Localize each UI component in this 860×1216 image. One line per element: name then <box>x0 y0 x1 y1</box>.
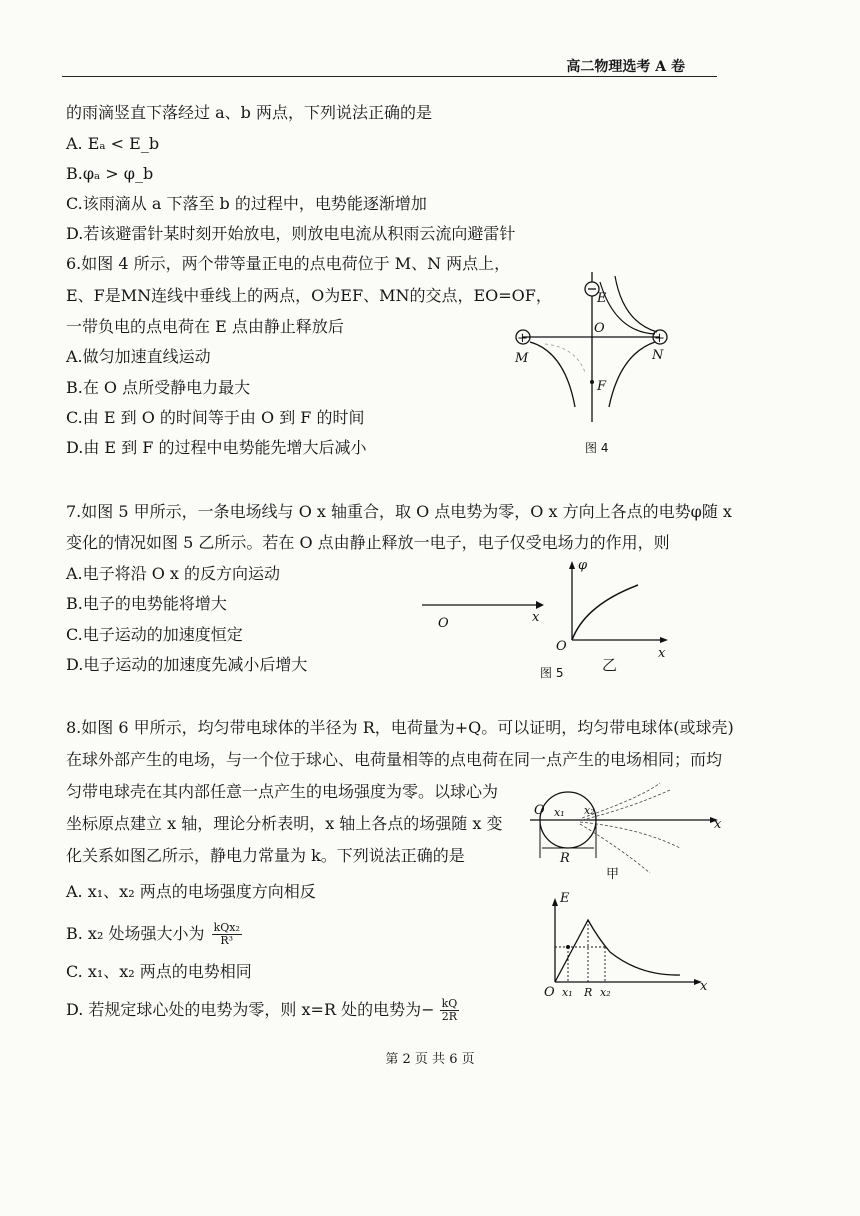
q5-option-c: C.该雨滴从 a 下落至 b 的过程中，电势能逐渐增加 <box>66 194 427 213</box>
fig4-field-curve <box>609 342 655 407</box>
q5-option-d: D.若该避雷针某时刻开始放电，则放电电流从积雨云流向避雷针 <box>66 224 516 243</box>
fig5-jia-o: O <box>438 616 449 631</box>
fig4-caption: 图 4 <box>585 441 609 455</box>
fig6-jia-x2: x₂ <box>584 804 595 817</box>
fig6-jia-o: O <box>534 803 545 818</box>
q8-stem-line5: 化关系如图乙所示，静电力常量为 k。下列说法正确的是 <box>66 846 465 865</box>
fig6-jia-r: R <box>560 851 570 866</box>
q8-option-d <box>66 998 459 1023</box>
q7-option-c: C.电子运动的加速度恒定 <box>66 625 243 644</box>
figure-4 <box>505 262 695 462</box>
q6-stem-line1: 6.如图 4 所示，两个带等量正电的点电荷位于 M、N 两点上， <box>66 254 511 273</box>
q8-option-b-fraction <box>212 922 242 947</box>
fig6-point-x1 <box>566 945 570 949</box>
q7-stem-line2: 变化的情况如图 5 乙所示。若在 O 点由静止释放一电子，电子仅受电场力的作用，则 <box>66 533 670 552</box>
q8-stem-line1: 8.如图 6 甲所示，均匀带电球体的半径为 R，电荷量为+Q。可以证明，均匀带电球体(或球壳) <box>66 718 734 737</box>
fig4-label-f: F <box>597 379 607 394</box>
fig4-label-e: E <box>597 291 607 306</box>
fig5-jia-x: x <box>532 610 540 625</box>
fig5-yi-o: O <box>556 639 567 654</box>
q5-stem-tail: 的雨滴竖直下落经过 a、b 两点，下列说法正确的是 <box>66 103 432 122</box>
fig6-e-curve <box>555 920 680 982</box>
q6-stem-line2: E、F是MN连线中垂线上的两点，O为EF、MN的交点，EO=OF， <box>66 286 552 305</box>
q5-option-b: B.φₐ > φ_b <box>66 164 154 183</box>
fraction-numerator: kQ <box>441 997 458 1010</box>
fig4-point-f <box>590 380 594 384</box>
fig4-field-curve <box>615 276 657 332</box>
q8-option-d-text: D. 若规定球心处的电势为零，则 x=R 处的电势为− <box>66 1000 435 1019</box>
fig6-yi-x: x <box>700 979 708 994</box>
page-footer: 第 2 页 共 6 页 <box>385 1052 475 1067</box>
fig4-label-o: O <box>594 321 605 336</box>
fig5-yi-phi: φ <box>578 558 588 573</box>
fig5-caption: 图 5 <box>540 666 564 680</box>
q8-option-c: C. x₁、x₂ 两点的电势相同 <box>66 962 252 981</box>
q6-stem-line3: 一带负电的点电荷在 E 点由静止释放后 <box>66 317 344 336</box>
fig6-yi-e: E <box>560 891 570 906</box>
q8-option-d-fraction <box>440 998 460 1023</box>
svg-text:+: + <box>517 331 528 346</box>
q7-option-d: D.电子运动的加速度先减小后增大 <box>66 655 308 674</box>
q8-option-a: A. x₁、x₂ 两点的电场强度方向相反 <box>66 882 316 901</box>
q8-stem-line3: 匀带电球壳在其内部任意一点产生的电场强度为零。以球心为 <box>66 782 499 801</box>
q5-option-a: A. Eₐ < E_b <box>66 134 160 153</box>
q6-option-c: C.由 E 到 O 的时间等于由 O 到 F 的时间 <box>66 408 365 427</box>
arrow-up-icon <box>552 898 558 906</box>
figure-6-jia <box>520 778 730 888</box>
fig6-yi-r: R <box>584 986 593 999</box>
fig6-jia-x: x <box>714 817 722 832</box>
fig5-yi-label: 乙 <box>602 656 618 674</box>
fig6-jia-label: 甲 <box>606 867 620 882</box>
q8-stem-line2: 在球外部产生的电场，与一个位于球心、电荷量相等的点电荷在同一点产生的电场相同；而均 <box>66 750 723 769</box>
fig6-yi-o: O <box>544 985 555 1000</box>
q7-option-b: B.电子的电势能将增大 <box>66 594 227 613</box>
figure-5-yi <box>530 555 680 685</box>
fig4-field-curve <box>600 282 655 334</box>
svg-text:+: + <box>654 331 665 346</box>
q8-stem-line4: 坐标原点建立 x 轴，理论分析表明，x 轴上各点的场强随 x 变 <box>66 814 503 833</box>
arrow-right-icon <box>660 637 668 643</box>
q7-option-a: A.电子将沿 O x 的反方向运动 <box>66 564 281 583</box>
fig6-yi-x2: x₂ <box>600 986 611 999</box>
q8-option-b <box>66 922 242 947</box>
q6-option-d: D.由 E 到 F 的过程中电势能先增大后减小 <box>66 438 367 457</box>
fig4-field-curve <box>545 344 585 372</box>
header-title: 高二物理选考 A 卷 <box>566 59 685 75</box>
fraction-denominator: 2R <box>441 1010 458 1023</box>
q6-option-a: A.做匀加速直线运动 <box>66 347 211 366</box>
fraction-numerator: kQx₂ <box>213 921 240 934</box>
q7-stem-line1: 7.如图 5 甲所示，一条电场线与 O x 轴重合，取 O 点电势为零，O x 方向上各点的电势φ随 x <box>66 502 732 521</box>
fig4-label-m: M <box>515 351 529 366</box>
fig5-yi-x: x <box>658 646 666 661</box>
arrow-up-icon <box>569 561 575 569</box>
fig6-jia-x1: x₁ <box>554 806 565 819</box>
fig5-phi-curve <box>572 585 638 640</box>
fig4-label-n: N <box>652 348 664 363</box>
fig6-yi-x1: x₁ <box>562 986 573 999</box>
fraction-denominator: R³ <box>220 934 234 947</box>
figure-6-yi <box>530 890 720 1005</box>
header-rule <box>62 76 717 77</box>
q6-option-b: B.在 O 点所受静电力最大 <box>66 378 251 397</box>
q8-option-b-text: B. x₂ 处场强大小为 <box>66 924 205 943</box>
